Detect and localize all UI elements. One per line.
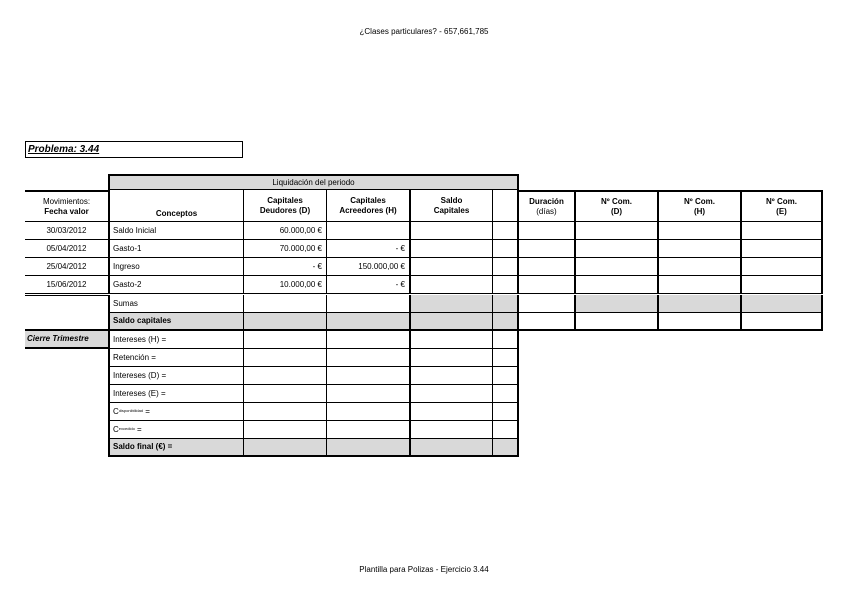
- row-concepto: Gasto-2: [108, 276, 243, 294]
- row-blank: [492, 222, 519, 240]
- col-header-saldo-line1: Saldo: [440, 195, 463, 205]
- c-excedido-label-sub: excedido: [118, 426, 135, 432]
- saldo-final-label: Saldo final (€) =: [108, 439, 243, 457]
- row-acreedores: - €: [326, 276, 409, 294]
- page-footer: Plantilla para Polizas - Ejercicio 3.44: [359, 565, 489, 574]
- col-header-blank: [492, 190, 519, 222]
- c-excedido-label: [108, 421, 243, 439]
- intereses-h-label: Intereses (H) =: [108, 331, 243, 349]
- retencion-label: Retención =: [108, 349, 243, 367]
- saldo-capitales-label: Saldo capitales: [108, 313, 243, 331]
- col-header-duracion-line1: Duración: [529, 196, 564, 206]
- row-ncom-d: [574, 240, 657, 258]
- group-header: Liquidación del periodo: [108, 174, 519, 190]
- row-acreedores: 150.000,00 €: [326, 258, 409, 276]
- row-blank: [492, 240, 519, 258]
- row-ncom-h: [657, 276, 740, 294]
- cierre-blank: [492, 385, 519, 403]
- cierre-deudores: [243, 421, 326, 439]
- sumas-deudores: [243, 295, 326, 313]
- cierre-blank: [492, 349, 519, 367]
- cierre-acreedores: [326, 385, 409, 403]
- cierre-blank: [492, 421, 519, 439]
- c-disponibilidad-label-eq: =: [143, 406, 150, 416]
- col-header-ncom-d-line2: (D): [610, 206, 623, 216]
- row-blank: [492, 276, 519, 294]
- cierre-trimestre-label: Cierre Trimestre: [25, 331, 108, 349]
- cierre-saldo: [409, 367, 492, 385]
- col-header-deudores: [243, 190, 326, 222]
- row-duracion: [519, 258, 574, 276]
- row-duracion: [519, 276, 574, 294]
- cierre-acreedores: [326, 421, 409, 439]
- cierre-blank: [492, 403, 519, 421]
- row-ncom-h: [657, 222, 740, 240]
- sumas-blank: [492, 295, 519, 313]
- cierre-saldo: [409, 385, 492, 403]
- col-header-movimientos-line1: Movimientos:: [42, 196, 91, 206]
- col-header-ncom-h-line1: Nº Com.: [684, 196, 715, 206]
- row-ncom-d: [574, 258, 657, 276]
- row-ncom-h: [657, 258, 740, 276]
- sumas-saldo: [409, 295, 492, 313]
- row-deudores: 60.000,00 €: [243, 222, 326, 240]
- cierre-blank: [492, 367, 519, 385]
- row-fecha: 15/06/2012: [25, 276, 108, 294]
- row-ncom-e: [740, 258, 823, 276]
- sumas-label: Sumas: [108, 295, 243, 313]
- row-duracion: [519, 240, 574, 258]
- col-header-acreedores-line2: Acreedores (H): [339, 205, 397, 215]
- sumas-ncom-h: [657, 295, 740, 313]
- problem-title: Problema: 3.44: [25, 141, 243, 158]
- row-fecha: 05/04/2012: [25, 240, 108, 258]
- row-saldo: [409, 240, 492, 258]
- row-saldo: [409, 222, 492, 240]
- c-disponibilidad-label-sub: disponibilidad: [118, 408, 144, 414]
- cierre-saldo: [409, 439, 492, 457]
- row-ncom-e: [740, 240, 823, 258]
- col-header-ncom-e-line2: (E): [776, 206, 787, 216]
- sumas-acreedores: [326, 295, 409, 313]
- cierre-saldo: [409, 331, 492, 349]
- col-header-ncom-h: [657, 190, 740, 222]
- sumas-duracion: [519, 295, 574, 313]
- row-ncom-h: [657, 240, 740, 258]
- cierre-acreedores: [326, 403, 409, 421]
- col-header-ncom-d: [574, 190, 657, 222]
- intereses-e-label: Intereses (E) =: [108, 385, 243, 403]
- cierre-saldo: [409, 349, 492, 367]
- sumas-ncom-d: [574, 295, 657, 313]
- row-ncom-e: [740, 222, 823, 240]
- row-blank: [492, 258, 519, 276]
- page-header: ¿Clases particulares? - 657,661,785: [359, 27, 489, 36]
- col-header-deudores-line1: Capitales: [267, 195, 303, 205]
- col-header-ncom-d-line1: Nº Com.: [601, 196, 632, 206]
- row-ncom-d: [574, 276, 657, 294]
- cierre-deudores: [243, 403, 326, 421]
- col-header-ncom-e: [740, 190, 823, 222]
- cierre-acreedores: [326, 349, 409, 367]
- col-header-duracion-line2: (días): [536, 206, 557, 216]
- col-header-saldo: [409, 190, 492, 222]
- sumas-ncom-e: [740, 295, 823, 313]
- intereses-d-label: Intereses (D) =: [108, 367, 243, 385]
- row-concepto: Gasto-1: [108, 240, 243, 258]
- saldo-ncom-e: [740, 313, 823, 331]
- c-disponibilidad-label-main: C: [113, 406, 119, 416]
- c-excedido-label-main: C: [113, 424, 119, 434]
- row-deudores: - €: [243, 258, 326, 276]
- cierre-deudores: [243, 385, 326, 403]
- saldo-capitales-saldo: [409, 313, 492, 331]
- c-excedido-label-eq: =: [134, 424, 142, 434]
- row-fecha: 30/03/2012: [25, 222, 108, 240]
- saldo-capitales-deudores: [243, 313, 326, 331]
- c-disponibilidad-label: [108, 403, 243, 421]
- col-header-ncom-e-line1: Nº Com.: [766, 196, 797, 206]
- saldo-capitales-acreedores: [326, 313, 409, 331]
- cierre-acreedores: [326, 367, 409, 385]
- saldo-ncom-d: [574, 313, 657, 331]
- cierre-saldo: [409, 421, 492, 439]
- cierre-blank: [492, 439, 519, 457]
- cierre-acreedores: [326, 439, 409, 457]
- row-duracion: [519, 222, 574, 240]
- row-concepto: Saldo Inicial: [108, 222, 243, 240]
- row-ncom-e: [740, 276, 823, 294]
- row-saldo: [409, 258, 492, 276]
- cierre-deudores: [243, 439, 326, 457]
- col-header-conceptos: Conceptos: [108, 190, 243, 222]
- summary-blank-date: [25, 295, 108, 331]
- row-acreedores: - €: [326, 240, 409, 258]
- cierre-deudores: [243, 331, 326, 349]
- row-deudores: 10.000,00 €: [243, 276, 326, 294]
- cierre-blank: [492, 331, 519, 349]
- col-header-movimientos-line2: Fecha valor: [44, 206, 89, 216]
- cierre-saldo: [409, 403, 492, 421]
- col-header-saldo-line2: Capitales: [433, 205, 470, 215]
- saldo-capitales-blank: [492, 313, 519, 331]
- cierre-deudores: [243, 367, 326, 385]
- col-header-deudores-line2: Deudores (D): [259, 205, 311, 215]
- col-header-ncom-h-line2: (H): [693, 206, 706, 216]
- saldo-duracion: [519, 313, 574, 331]
- cierre-acreedores: [326, 331, 409, 349]
- row-ncom-d: [574, 222, 657, 240]
- row-fecha: 25/04/2012: [25, 258, 108, 276]
- row-saldo: [409, 276, 492, 294]
- row-deudores: 70.000,00 €: [243, 240, 326, 258]
- row-concepto: Ingreso: [108, 258, 243, 276]
- cierre-deudores: [243, 349, 326, 367]
- col-header-duracion: [519, 190, 574, 222]
- col-header-movimientos: [25, 190, 108, 222]
- saldo-ncom-h: [657, 313, 740, 331]
- col-header-acreedores: [326, 190, 409, 222]
- row-acreedores: [326, 222, 409, 240]
- col-header-acreedores-line1: Capitales: [350, 195, 386, 205]
